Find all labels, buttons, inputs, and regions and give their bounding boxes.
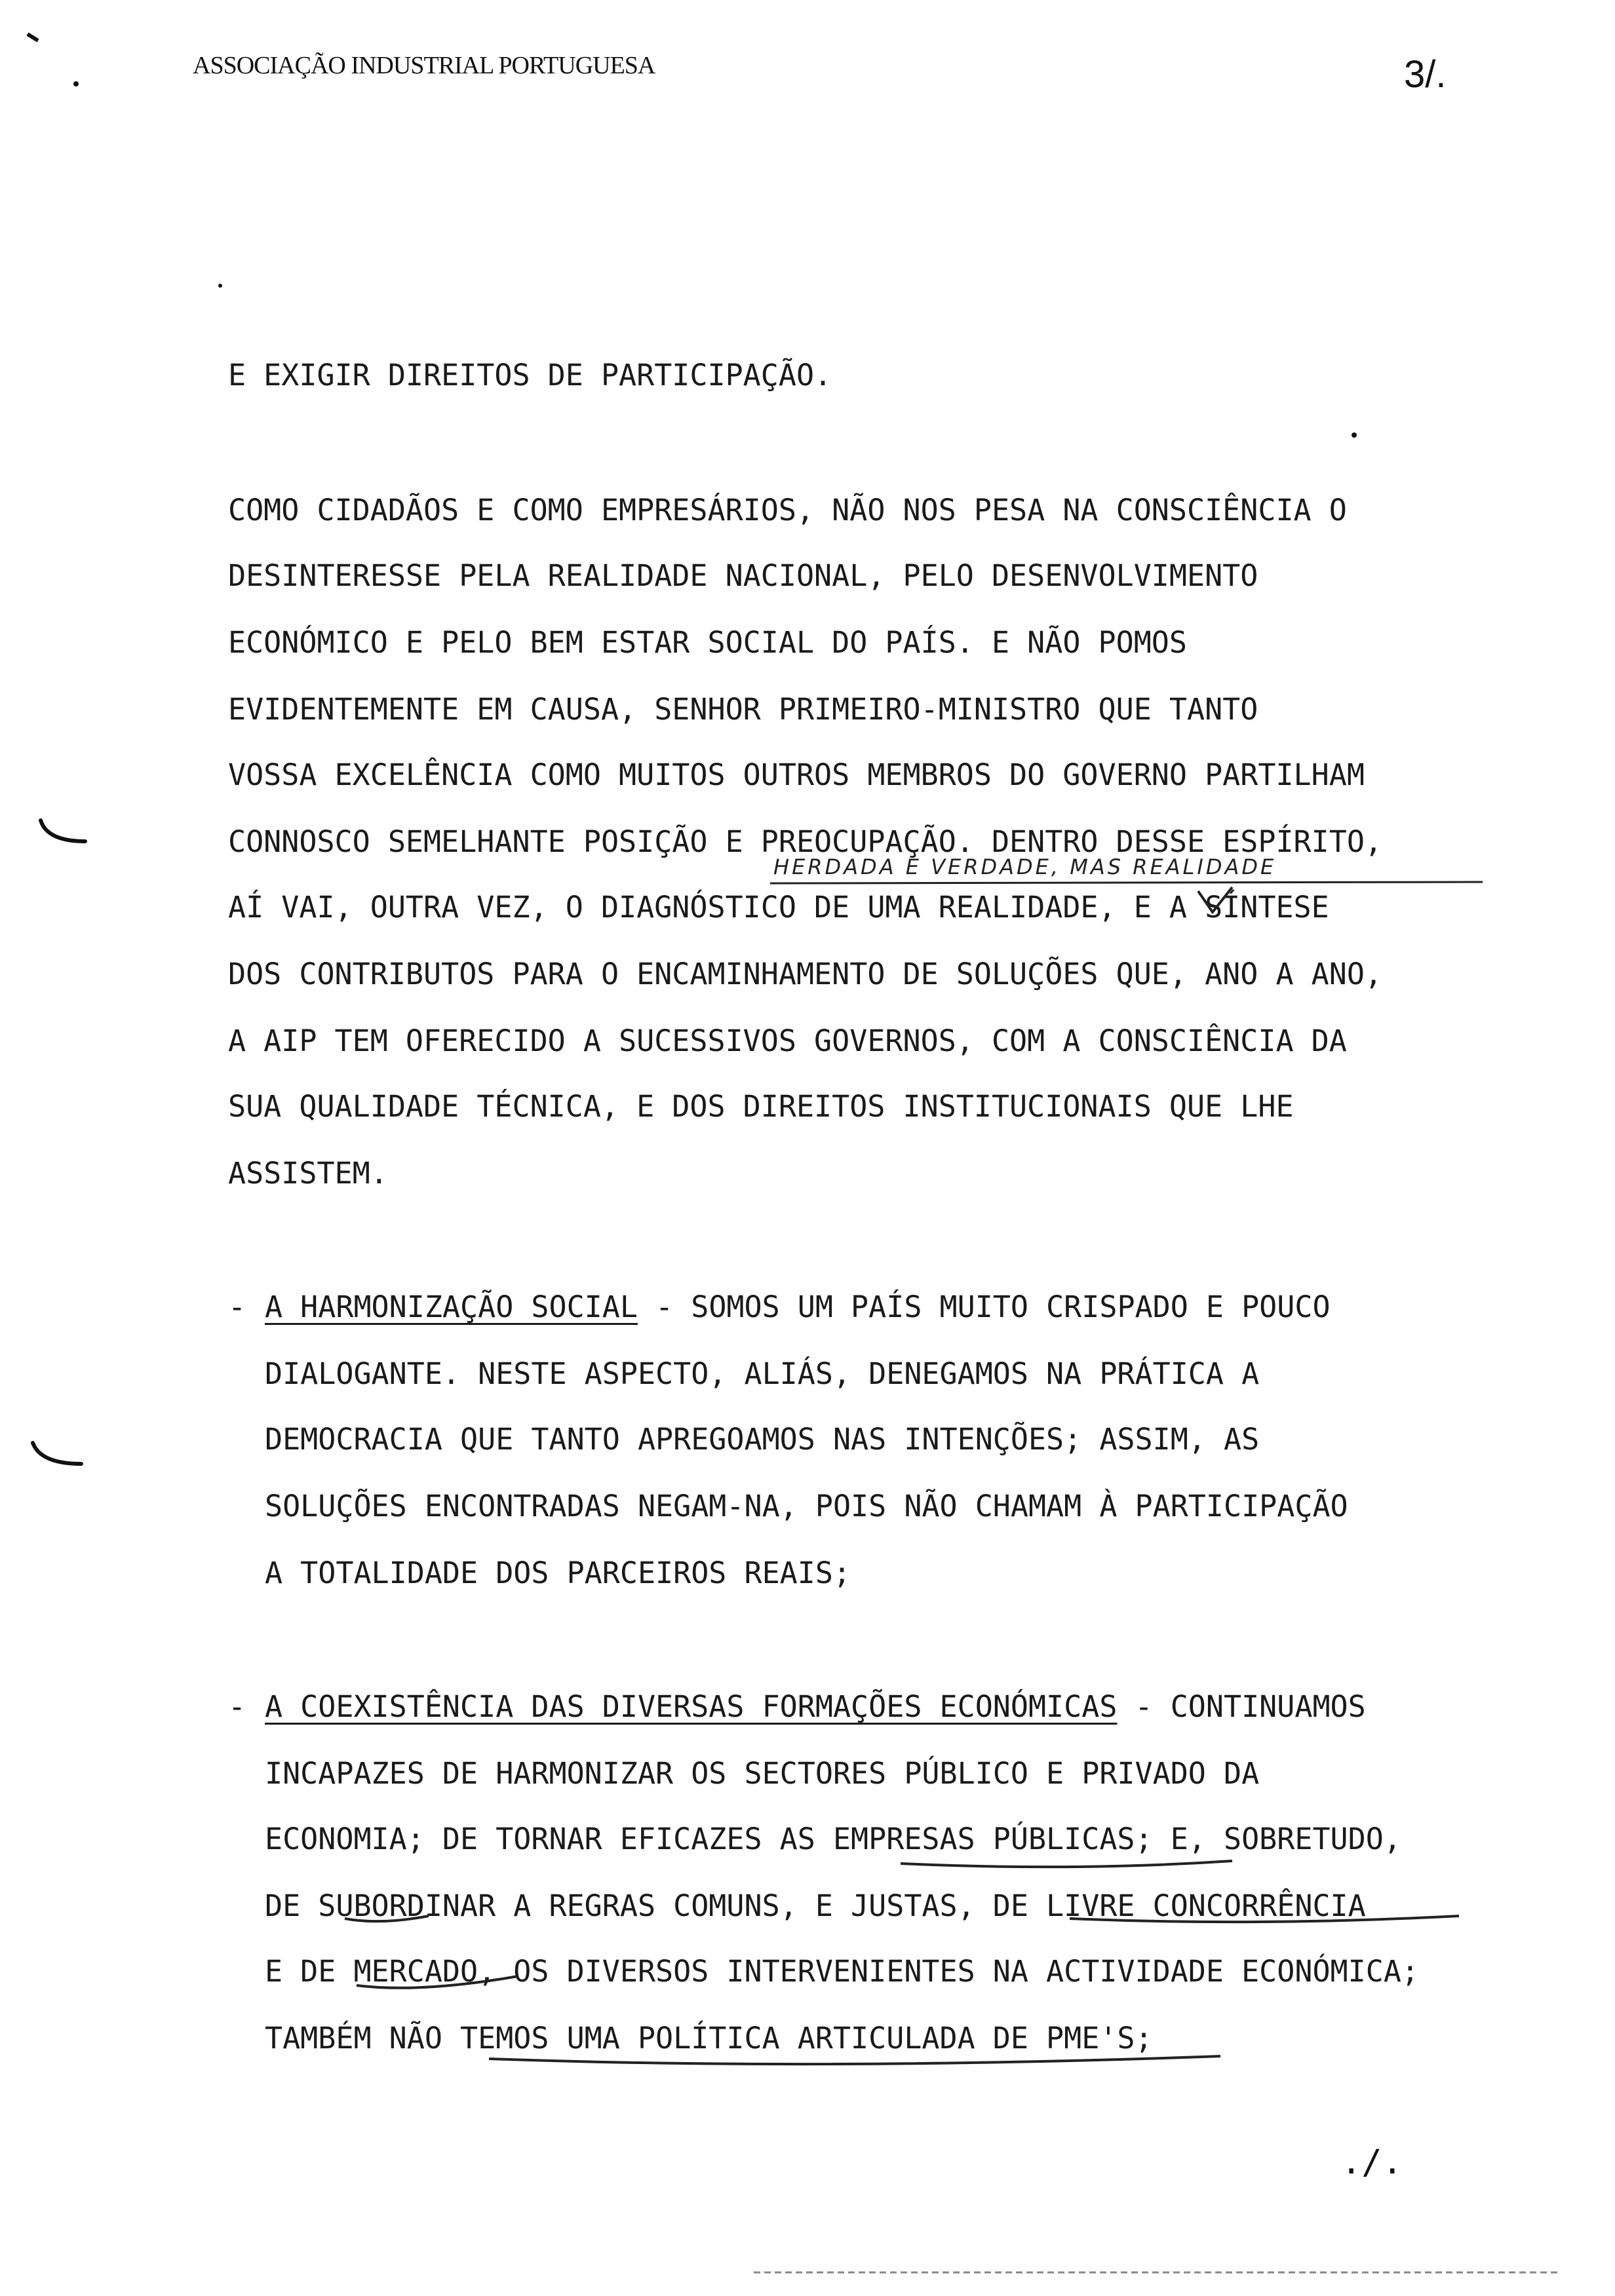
bullet-line: ECONOMIA; DE TORNAR EFICAZES AS EMPRESAS PÚBLICAS; E, SOBRETUDO, [265, 1822, 1401, 1856]
speck-mark [1352, 432, 1357, 438]
handwritten-underline-mark [345, 1916, 429, 1921]
paragraph-line: A AIP TEM OFERECIDO A SUCESSIVOS GOVERNOS, COM A CONSCIÊNCIA DA [228, 1024, 1347, 1058]
bullet-line: DEMOCRACIA QUE TANTO APREGOAMOS NAS INTENÇÕES; ASSIM, AS [265, 1422, 1260, 1457]
bullet-line: E DE MERCADO, OS DIVERSOS INTERVENIENTES NA ACTIVIDADE ECONÓMICA; [265, 1954, 1419, 1989]
bullet-line: DIALOGANTE. NESTE ASPECTO, ALIÁS, DENEGAMOS NA PRÁTICA A [265, 1356, 1260, 1391]
speck-mark [28, 34, 38, 41]
bullet-title: A COEXISTÊNCIA DAS DIVERSAS FORMAÇÕES ECONÓMICAS [265, 1689, 1118, 1724]
handwritten-underline-mark [357, 1976, 518, 1988]
insertion-underline-mark [770, 882, 1483, 883]
margin-bracket-mark [33, 1443, 81, 1464]
bullet-text: - CONTINUAMOS [1117, 1689, 1366, 1724]
paragraph-line: ASSISTEM. [228, 1156, 388, 1191]
handwritten-underline-mark [1070, 1916, 1459, 1922]
bullet-dash: - [228, 1689, 246, 1724]
bullet-text: - SOMOS UM PAÍS MUITO CRISPADO E POUCO [637, 1290, 1331, 1324]
handwritten-underline-mark [901, 1861, 1232, 1867]
opening-line: E EXIGIR DIREITOS DE PARTICIPAÇÃO. [228, 358, 832, 392]
bullet-line: SOLUÇÕES ENCONTRADAS NEGAM-NA, POIS NÃO CHAMAM À PARTICIPAÇÃO [265, 1489, 1348, 1523]
paragraph-line: CONNOSCO SEMELHANTE POSIÇÃO E PREOCUPAÇÃO. DENTRO DESSE ESPÍRITO, [228, 824, 1382, 859]
insertion-caret-mark [1198, 887, 1232, 912]
handwritten-underline-mark [489, 2056, 1220, 2064]
paragraph-line: DESINTERESSE PELA REALIDADE NACIONAL, PELO DESENVOLVIMENTO [228, 558, 1258, 593]
handwritten-insertion: HERDADA E VERDADE, MAS REALIDADE [773, 854, 1277, 879]
bullet-line: DE SUBORDINAR A REGRAS COMUNS, E JUSTAS, DE LIVRE CONCORRÊNCIA [265, 1888, 1366, 1923]
bullet-line: A TOTALIDADE DOS PARCEIROS REAIS; [265, 1556, 851, 1590]
paragraph-line: COMO CIDADÃOS E COMO EMPRESÁRIOS, NÃO NOS PESA NA CONSCIÊNCIA O [228, 493, 1347, 527]
margin-bracket-mark [41, 820, 85, 841]
speck-mark [218, 284, 222, 288]
page-number: 3/. [1404, 53, 1447, 96]
paragraph-line: DOS CONTRIBUTOS PARA O ENCAMINHAMENTO DE SOLUÇÕES QUE, ANO A ANO, [228, 957, 1382, 991]
bullet-line: INCAPAZES DE HARMONIZAR OS SECTORES PÚBLICO E PRIVADO DA [265, 1756, 1260, 1791]
bullet-line: TAMBÉM NÃO TEMOS UMA POLÍTICA ARTICULADA DE PME'S; [265, 2021, 1153, 2056]
bullet-title: A HARMONIZAÇÃO SOCIAL [265, 1290, 638, 1324]
bullet-dash: - [228, 1290, 246, 1324]
speck-mark [73, 81, 79, 86]
paragraph-line: SUA QUALIDADE TÉCNICA, E DOS DIREITOS INSTITUCIONAIS QUE LHE [228, 1089, 1294, 1124]
continuation-mark: ./. [1341, 2143, 1403, 2182]
paragraph-line: EVIDENTEMENTE EM CAUSA, SENHOR PRIMEIRO-MINISTRO QUE TANTO [228, 692, 1258, 727]
letterhead: ASSOCIAÇÃO INDUSTRIAL PORTUGUESA [193, 52, 655, 79]
paragraph-line: ECONÓMICO E PELO BEM ESTAR SOCIAL DO PAÍS. E NÃO POMOS [228, 625, 1187, 660]
paragraph-line: VOSSA EXCELÊNCIA COMO MUITOS OUTROS MEMBROS DO GOVERNO PARTILHAM [228, 757, 1365, 792]
paragraph-line: AÍ VAI, OUTRA VEZ, O DIAGNÓSTICO DE UMA REALIDADE, E A SÍNTESE [228, 890, 1329, 925]
